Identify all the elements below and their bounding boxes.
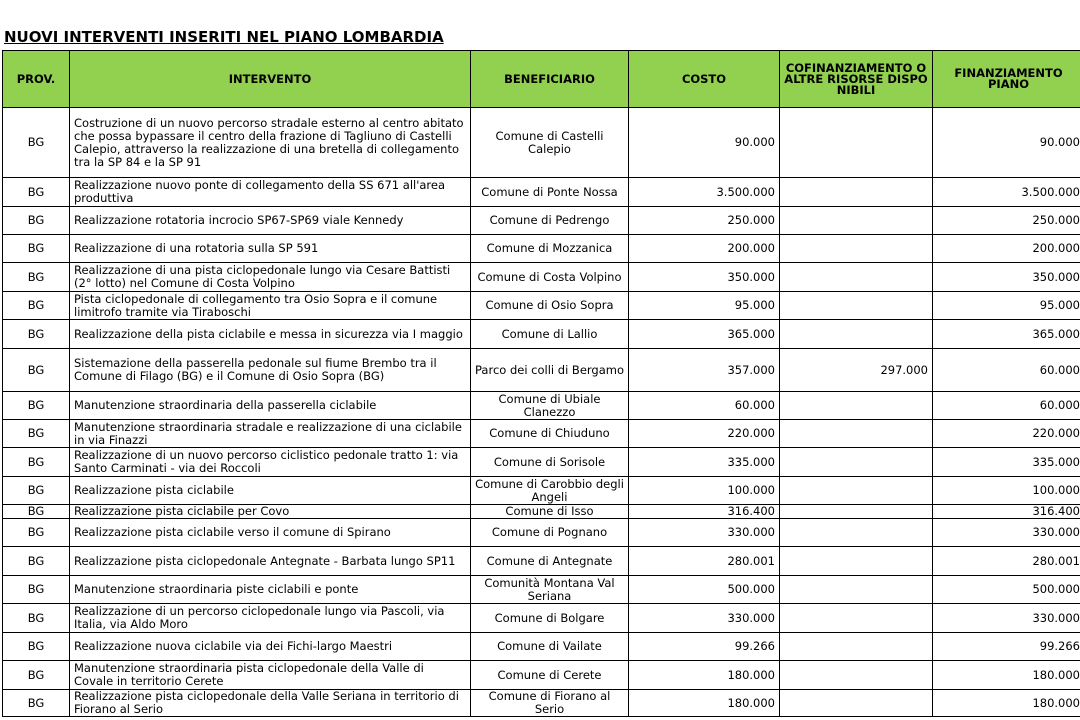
cell-prov: BG — [3, 349, 70, 392]
cell-finanziamento: 180.000 — [933, 690, 1080, 717]
cell-beneficiario: Comune di Pedrengo — [471, 207, 629, 235]
cell-costo: 200.000 — [629, 235, 780, 263]
table-row — [3, 448, 1080, 477]
cell-costo: 95.000 — [629, 292, 780, 320]
cell-prov: BG — [3, 235, 70, 263]
cell-beneficiario: Comune di Ubiale Clanezzo — [471, 392, 629, 420]
cell-costo: 316.400 — [629, 505, 780, 519]
table-row — [3, 690, 1080, 717]
cell-finanziamento: 250.000 — [933, 207, 1080, 235]
cell-intervento: Realizzazione della pista ciclabile e messa in sicurezza via I maggio — [70, 320, 471, 349]
cell-costo: 500.000 — [629, 576, 780, 604]
cell-finanziamento: 60.000 — [933, 349, 1080, 392]
cell-costo: 180.000 — [629, 690, 780, 717]
cell-cofinanziamento — [780, 448, 933, 477]
cell-costo: 250.000 — [629, 207, 780, 235]
cell-finanziamento: 330.000 — [933, 519, 1080, 547]
cell-intervento: Realizzazione pista ciclabile — [70, 477, 471, 505]
cell-intervento: Realizzazione rotatoria incrocio SP67-SP69 viale Kennedy — [70, 207, 471, 235]
cell-beneficiario: Comune di Ponte Nossa — [471, 178, 629, 207]
cell-finanziamento: 200.000 — [933, 235, 1080, 263]
header-beneficiario: BENEFICIARIO — [471, 51, 629, 108]
cell-finanziamento: 316.400 — [933, 505, 1080, 519]
cell-costo: 3.500.000 — [629, 178, 780, 207]
page-title: NUOVI INTERVENTI INSERITI NEL PIANO LOMBARDIA — [4, 28, 444, 46]
header-costo: COSTO — [629, 51, 780, 108]
cell-beneficiario: Comune di Sorisole — [471, 448, 629, 477]
cell-cofinanziamento — [780, 661, 933, 690]
cell-cofinanziamento — [780, 207, 933, 235]
cell-beneficiario: Comune di Chiuduno — [471, 420, 629, 448]
cell-cofinanziamento — [780, 263, 933, 292]
cell-intervento: Realizzazione pista ciclopedonale Antegnate - Barbata lungo SP11 — [70, 547, 471, 576]
cell-intervento: Sistemazione della passerella pedonale sul fiume Brembo tra il Comune di Filago (BG) e il Comune di Osio Sopra (BG) — [70, 349, 471, 392]
cell-intervento: Realizzazione di una pista ciclopedonale lungo via Cesare Battisti (2° lotto) nel Comune di Costa Volpino — [70, 263, 471, 292]
cell-intervento: Realizzazione di una rotatoria sulla SP 591 — [70, 235, 471, 263]
table-body — [3, 108, 1080, 717]
cell-cofinanziamento — [780, 505, 933, 519]
table-row — [3, 392, 1080, 420]
cell-finanziamento: 365.000 — [933, 320, 1080, 349]
cell-cofinanziamento — [780, 519, 933, 547]
cell-prov: BG — [3, 547, 70, 576]
cell-beneficiario: Comune di Osio Sopra — [471, 292, 629, 320]
cell-finanziamento: 60.000 — [933, 392, 1080, 420]
table-row — [3, 178, 1080, 207]
cell-prov: BG — [3, 263, 70, 292]
cell-finanziamento: 500.000 — [933, 576, 1080, 604]
header-cofinanziamento: COFINANZIAMENTO O ALTRE RISORSE DISPONIBILI — [780, 51, 933, 108]
cell-intervento: Realizzazione pista ciclopedonale della Valle Seriana in territorio di Fiorano al Serio — [70, 690, 471, 717]
cell-cofinanziamento: 297.000 — [780, 349, 933, 392]
cell-prov: BG — [3, 448, 70, 477]
cell-cofinanziamento — [780, 477, 933, 505]
cell-prov: BG — [3, 690, 70, 717]
table-row — [3, 263, 1080, 292]
table-row — [3, 292, 1080, 320]
table-row — [3, 604, 1080, 633]
cell-finanziamento: 3.500.000 — [933, 178, 1080, 207]
cell-beneficiario: Comune di Bolgare — [471, 604, 629, 633]
cell-beneficiario: Comune di Fiorano al Serio — [471, 690, 629, 717]
cell-costo: 365.000 — [629, 320, 780, 349]
cell-intervento: Realizzazione pista ciclabile per Covo — [70, 505, 471, 519]
cell-cofinanziamento — [780, 392, 933, 420]
cell-intervento: Manutenzione straordinaria pista ciclopedonale della Valle di Covale in territorio Cerete — [70, 661, 471, 690]
cell-finanziamento: 330.000 — [933, 604, 1080, 633]
cell-prov: BG — [3, 207, 70, 235]
table-row — [3, 547, 1080, 576]
cell-cofinanziamento — [780, 108, 933, 178]
cell-cofinanziamento — [780, 633, 933, 661]
table-row — [3, 235, 1080, 263]
cell-intervento: Pista ciclopedonale di collegamento tra Osio Sopra e il comune limitrofo tramite via Tiraboschi — [70, 292, 471, 320]
cell-costo: 90.000 — [629, 108, 780, 178]
cell-beneficiario: Comune di Isso — [471, 505, 629, 519]
cell-cofinanziamento — [780, 547, 933, 576]
cell-finanziamento: 99.266 — [933, 633, 1080, 661]
cell-costo: 220.000 — [629, 420, 780, 448]
cell-finanziamento: 180.000 — [933, 661, 1080, 690]
table-row — [3, 477, 1080, 505]
cell-intervento: Realizzazione pista ciclabile verso il comune di Spirano — [70, 519, 471, 547]
cell-beneficiario: Comune di Cerete — [471, 661, 629, 690]
cell-intervento: Realizzazione di un percorso ciclopedonale lungo via Pascoli, via Italia, via Aldo Moro — [70, 604, 471, 633]
cell-intervento: Realizzazione di un nuovo percorso ciclistico pedonale tratto 1: via Santo Carminati - via dei Roccoli — [70, 448, 471, 477]
table-row — [3, 661, 1080, 690]
cell-cofinanziamento — [780, 235, 933, 263]
table-row — [3, 576, 1080, 604]
cell-finanziamento: 100.000 — [933, 477, 1080, 505]
cell-beneficiario: Comune di Vailate — [471, 633, 629, 661]
cell-prov: BG — [3, 519, 70, 547]
cell-beneficiario: Comune di Mozzanica — [471, 235, 629, 263]
cell-cofinanziamento — [780, 320, 933, 349]
cell-finanziamento: 280.001 — [933, 547, 1080, 576]
cell-intervento: Realizzazione nuova ciclabile via dei Fichi-largo Maestri — [70, 633, 471, 661]
cell-finanziamento: 95.000 — [933, 292, 1080, 320]
cell-costo: 100.000 — [629, 477, 780, 505]
cell-prov: BG — [3, 292, 70, 320]
cell-costo: 60.000 — [629, 392, 780, 420]
cell-costo: 350.000 — [629, 263, 780, 292]
cell-intervento: Manutenzione straordinaria piste ciclabili e ponte — [70, 576, 471, 604]
cell-beneficiario: Parco dei colli di Bergamo — [471, 349, 629, 392]
table-header-row — [3, 51, 1080, 108]
cell-costo: 335.000 — [629, 448, 780, 477]
cell-finanziamento: 90.000 — [933, 108, 1080, 178]
cell-prov: BG — [3, 392, 70, 420]
cell-finanziamento: 335.000 — [933, 448, 1080, 477]
cell-prov: BG — [3, 661, 70, 690]
cell-prov: BG — [3, 420, 70, 448]
table-row — [3, 420, 1080, 448]
cell-cofinanziamento — [780, 576, 933, 604]
table-row — [3, 505, 1080, 519]
cell-beneficiario: Comunità Montana Val Seriana — [471, 576, 629, 604]
cell-finanziamento: 350.000 — [933, 263, 1080, 292]
cell-intervento: Realizzazione nuovo ponte di collegamento della SS 671 all'area produttiva — [70, 178, 471, 207]
cell-intervento: Manutenzione straordinaria della passerella ciclabile — [70, 392, 471, 420]
cell-prov: BG — [3, 108, 70, 178]
table-row — [3, 320, 1080, 349]
cell-cofinanziamento — [780, 420, 933, 448]
cell-costo: 330.000 — [629, 604, 780, 633]
cell-prov: BG — [3, 633, 70, 661]
table-row — [3, 349, 1080, 392]
cell-prov: BG — [3, 604, 70, 633]
header-finanziamento: FINANZIAMENTO PIANO — [933, 51, 1080, 108]
cell-cofinanziamento — [780, 178, 933, 207]
cell-beneficiario: Comune di Carobbio degli Angeli — [471, 477, 629, 505]
header-intervento: INTERVENTO — [70, 51, 471, 108]
cell-prov: BG — [3, 477, 70, 505]
cell-prov: BG — [3, 320, 70, 349]
cell-beneficiario: Comune di Lallio — [471, 320, 629, 349]
cell-finanziamento: 220.000 — [933, 420, 1080, 448]
header-prov: PROV. — [3, 51, 70, 108]
cell-beneficiario: Comune di Antegnate — [471, 547, 629, 576]
table-row — [3, 207, 1080, 235]
cell-prov: BG — [3, 505, 70, 519]
cell-intervento: Costruzione di un nuovo percorso stradale esterno al centro abitato che possa bypassare il centro della frazione di Tagliuno di Castelli Calepio, attraverso la realizzazione di una bretella di collegamento tra la SP 84 e la SP 91 — [70, 108, 471, 178]
cell-intervento: Manutenzione straordinaria stradale e realizzazione di una ciclabile in via Finazzi — [70, 420, 471, 448]
cell-costo: 99.266 — [629, 633, 780, 661]
cell-costo: 357.000 — [629, 349, 780, 392]
table-row — [3, 633, 1080, 661]
cell-costo: 180.000 — [629, 661, 780, 690]
cell-costo: 280.001 — [629, 547, 780, 576]
cell-prov: BG — [3, 576, 70, 604]
cell-cofinanziamento — [780, 292, 933, 320]
cell-costo: 330.000 — [629, 519, 780, 547]
cell-cofinanziamento — [780, 690, 933, 717]
cell-beneficiario: Comune di Costa Volpino — [471, 263, 629, 292]
cell-cofinanziamento — [780, 604, 933, 633]
cell-beneficiario: Comune di Pognano — [471, 519, 629, 547]
table-row — [3, 108, 1080, 178]
cell-prov: BG — [3, 178, 70, 207]
interventions-table — [2, 50, 1080, 717]
table-row — [3, 519, 1080, 547]
cell-beneficiario: Comune di Castelli Calepio — [471, 108, 629, 178]
